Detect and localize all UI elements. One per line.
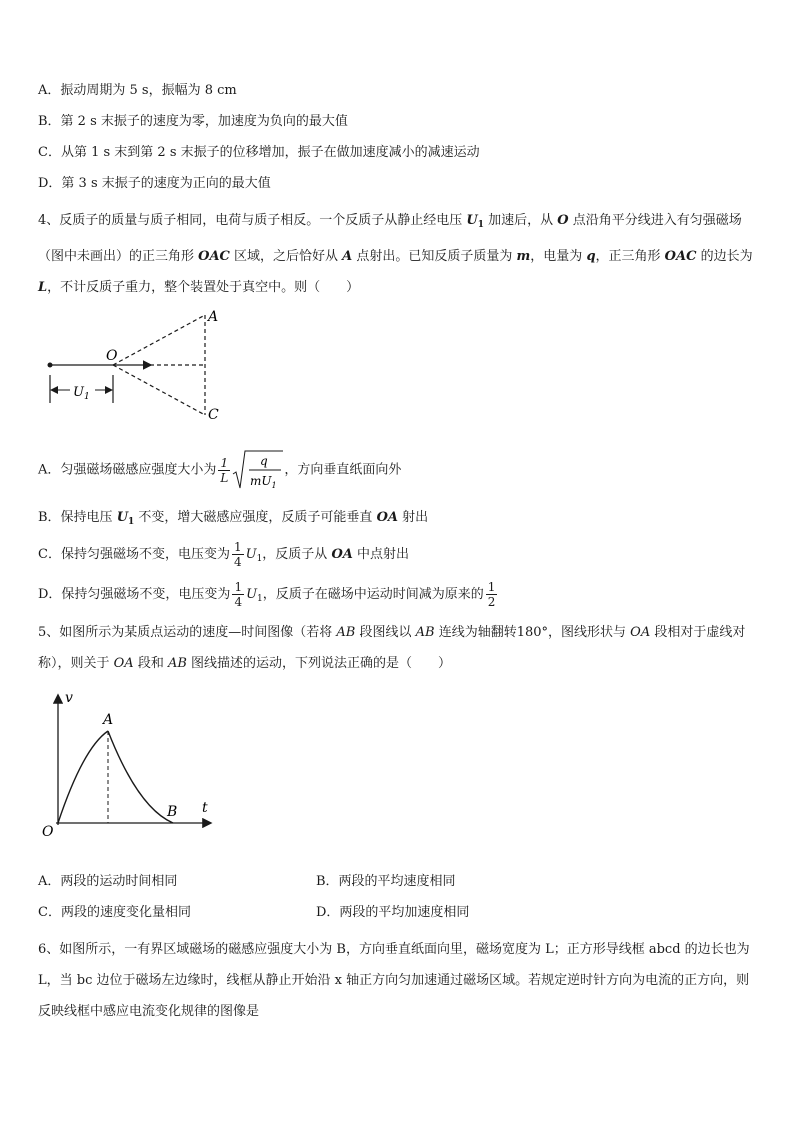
q5-label-v: v [65, 690, 73, 706]
q5-label-t: t [202, 800, 208, 816]
q4-option-c: C．保持匀强磁场不变，电压变为 $\frac{1}{4}$ $U_1$，反质子从 OA 中点射出 [38, 540, 409, 569]
q4-side-oa [113, 315, 205, 365]
q4-stem: 4、反质子的质量与质子相同，电荷与质子相反。一个反质子从静止经电压 $U_1$ 加速后，从 O 点沿角平分线进入有匀强磁场（图中未画出）的正三角形 OAC 区域，之后恰好从 A 点射出。已知反质子质量为 m，电量为 q，正三角形 OAC 的边长为 L，不计反质子重力，整个装置处于真空中。则（ ） [38, 213, 753, 295]
q4-option-b: B．保持电压 $U_1$ 不变，增大磁感应强度，反质子可能垂直 OA 射出 [38, 510, 429, 527]
q5-option-b: B．两段的平均速度相同 [316, 874, 456, 889]
q4-side-oc [113, 365, 205, 415]
q4-label-u: $U_1$ [73, 385, 90, 402]
q5-label-b: B [167, 804, 178, 820]
q6-stem: 6、如图所示，一有界区域磁场的磁感应强度大小为 B，方向垂直纸面向里，磁场宽度为 L；正方形导线框 abcd 的边长也为 L，当 bc 边位于磁场左边缘时，线框从静止开始沿 x 轴正方向匀加速通过磁场区域。若规定逆时针方向为电流的正方向，则反映线框中感应电流变化规律的图像是 [38, 942, 750, 1019]
q5-label-a: A [103, 712, 114, 728]
q5-option-c: C．两段的速度变化量相同 [38, 905, 191, 920]
q4-triangle-figure [40, 305, 240, 425]
q5-segment-ab [108, 731, 173, 823]
q3-option-d: D．第 3 s 末振子的速度为正向的最大值 [38, 176, 271, 191]
q3-option-b: B．第 2 s 末振子的速度为零，加速度为负向的最大值 [38, 114, 348, 129]
q4-source-dot [48, 363, 53, 368]
svg-text:q: q [260, 453, 269, 468]
q5-option-a: A．两段的运动时间相同 [38, 874, 178, 889]
q5-stem: 5、如图所示为某质点运动的速度—时间图像（若将 AB 段图线以 AB 连线为轴翻转180°，图线形状与 OA 段相对于虚线对称），则关于 OA 段和 AB 图线描述的运动，下列说法正确的是（ ） [38, 625, 746, 671]
q4-option-a: A．匀强磁场磁感应强度大小为 $\frac{1}{L}$ q $mU_1$ ，方向垂直纸面向外 [38, 447, 401, 493]
q5-segment-oa [58, 731, 108, 823]
q4-label-c: C [208, 407, 219, 423]
q4-label-o: O [106, 348, 118, 364]
q3-option-a: A．振动周期为 5 s，振幅为 8 cm [38, 83, 237, 98]
q5-vt-graph [38, 688, 218, 838]
q4-option-d: D．保持匀强磁场不变，电压变为 $\frac{1}{4}$ $U_1$，反质子在磁场中运动时间减为原来的 $\frac{1}{2}$ [38, 580, 496, 609]
svg-text:mU1: $mU_1$ [250, 473, 277, 490]
q3-option-c: C．从第 1 s 末到第 2 s 末振子的位移增加，振子在做加速度减小的减速运动 [38, 145, 480, 160]
q5-option-d: D．两段的平均加速度相同 [316, 905, 470, 920]
q5-label-o: O [42, 824, 54, 838]
q4-label-a: A [208, 309, 219, 325]
